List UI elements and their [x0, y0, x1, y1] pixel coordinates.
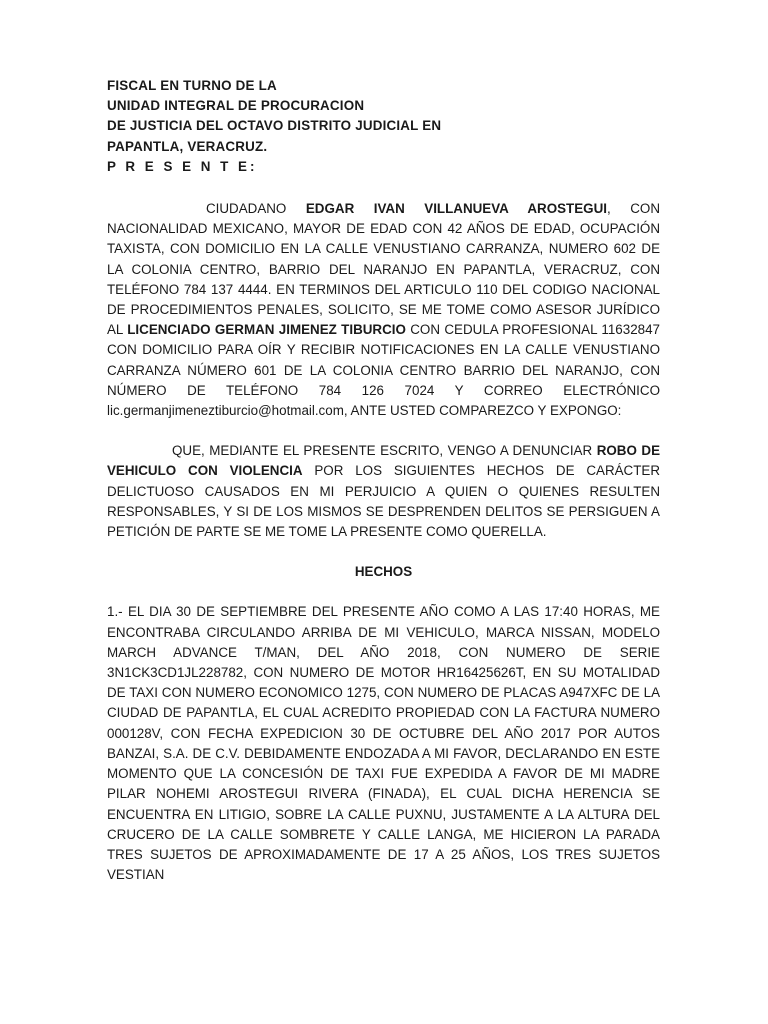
spacer: [107, 177, 660, 199]
intro-paragraph: [107, 199, 660, 421]
lawyer-name: LICENCIADO GERMAN JIMENEZ TIBURCIO: [127, 322, 406, 338]
complaint-paragraph: [107, 441, 660, 542]
intro-text-1: CIUDADANO: [206, 201, 306, 217]
document-page: [107, 76, 660, 885]
hechos-item-1: 1.- EL DIA 30 DE SEPTIEMBRE DEL PRESENTE AÑO COMO A LAS 17:40 HORAS, ME ENCONTRABA CIRCULANDO ARRIBA DE MI VEHICULO, MARCA NISSAN, MODELO MARCH ADVANCE T/MAN, DEL AÑO 2018, CON NUMERO DE SERIE 3N1CK3CD1JL228782, CON NUMERO DE MOTOR HR16425626T, EN SU MOTALIDAD DE TAXI CON NUMERO ECONOMICO 1275, CON NUMERO DE PLACAS A947XFC DE LA CIUDAD DE PAPANTLA, EL CUAL ACREDITO PROPIEDAD CON LA FACTURA NUMERO 000128V, CON FECHA EXPEDICION 30 DE OCTUBRE DEL AÑO 2017 POR AUTOS BANZAI, S.A. DE C.V. DEBIDAMENTE ENDOZADA A MI FAVOR, DECLARANDO EN ESTE MOMENTO QUE LA CONCESIÓN DE TAXI FUE EXPEDIDA A FAVOR DE MI MADRE PILAR NOHEMI AROSTEGUI RIVERA (FINADA), EL CUAL DICHA HERENCIA SE ENCUENTRA EN LITIGIO, SOBRE LA CALLE PUXNU, JUSTAMENTE A LA ALTURA DEL CRUCERO DE LA CALLE SOMBRETE Y CALLE LANGA, ME HICIERON LA PARADA TRES SUJETOS DE APROXIMADAMENTE DE 17 A 25 AÑOS, LOS TRES SUJETOS VESTIAN: [107, 604, 660, 883]
presente-line: P R E S E N T E:: [107, 158, 258, 174]
addressee-line-4: PAPANTLA, VERACRUZ.: [107, 138, 268, 154]
spacer: [107, 421, 660, 441]
complaint-text-1: QUE, MEDIANTE EL PRESENTE ESCRITO, VENGO A DENUNCIAR: [172, 443, 597, 459]
addressee-line-1: FISCAL EN TURNO DE LA: [107, 78, 277, 93]
addressee-block: [107, 76, 660, 177]
addressee-line-2: UNIDAD INTEGRAL DE PROCURACION: [107, 98, 365, 114]
spacer: [107, 542, 660, 562]
intro-text-3: CON CEDULA PROFESIONAL 11632847 CON DOMICILIO PARA OÍR Y RECIBIR NOTIFICACIONES EN LA CALLE VENUSTIANO CARRANZA NÚMERO 601 DE LA COLONIA CENTRO BARRIO DEL NARANJO, CON NÚMERO DE TELÉFONO 784 126 7024 Y CORREO ELECTRÓNICO lic.germanjimeneztiburcio@hotmail.com, ANTE USTED COMPAREZCO Y EXPONGO:: [107, 322, 660, 419]
spacer: [107, 582, 660, 602]
addressee-line-3: DE JUSTICIA DEL OCTAVO DISTRITO JUDICIAL EN: [107, 118, 442, 134]
complaint-text-2: POR LOS SIGUIENTES HECHOS DE CARÁCTER DELICTUOSO CAUSADOS EN MI PERJUICIO A QUIEN O QUIENES RESULTEN RESPONSABLES, Y SI DE LOS MISMOS SE DESPRENDEN DELITOS SE PERSIGUEN A PETICIÓN DE PARTE SE ME TOME LA PRESENTE COMO QUERELLA.: [107, 463, 660, 540]
hechos-title: HECHOS: [354, 564, 413, 580]
intro-text-2: , CON NACIONALIDAD MEXICANO, MAYOR DE EDAD CON 42 AÑOS DE EDAD, OCUPACIÓN TAXISTA, CON DOMICILIO EN LA CALLE VENUSTIANO CARRANZA, NUMERO 602 DE LA COLONIA CENTRO, BARRIO DEL NARANJO EN PAPANTLA, VERACRUZ, CON TELÉFONO 784 137 4444. EN TERMINOS DEL ARTICULO 110 DEL CODIGO NACIONAL DE PROCEDIMIENTOS PENALES, SOLICITO, SE ME TOME COMO ASESOR JURÍDICO AL: [107, 201, 660, 338]
crime-name: ROBO DE VEHICULO CON VIOLENCIA: [107, 443, 660, 479]
complainant-name: EDGAR IVAN VILLANUEVA AROSTEGUI: [305, 201, 607, 217]
